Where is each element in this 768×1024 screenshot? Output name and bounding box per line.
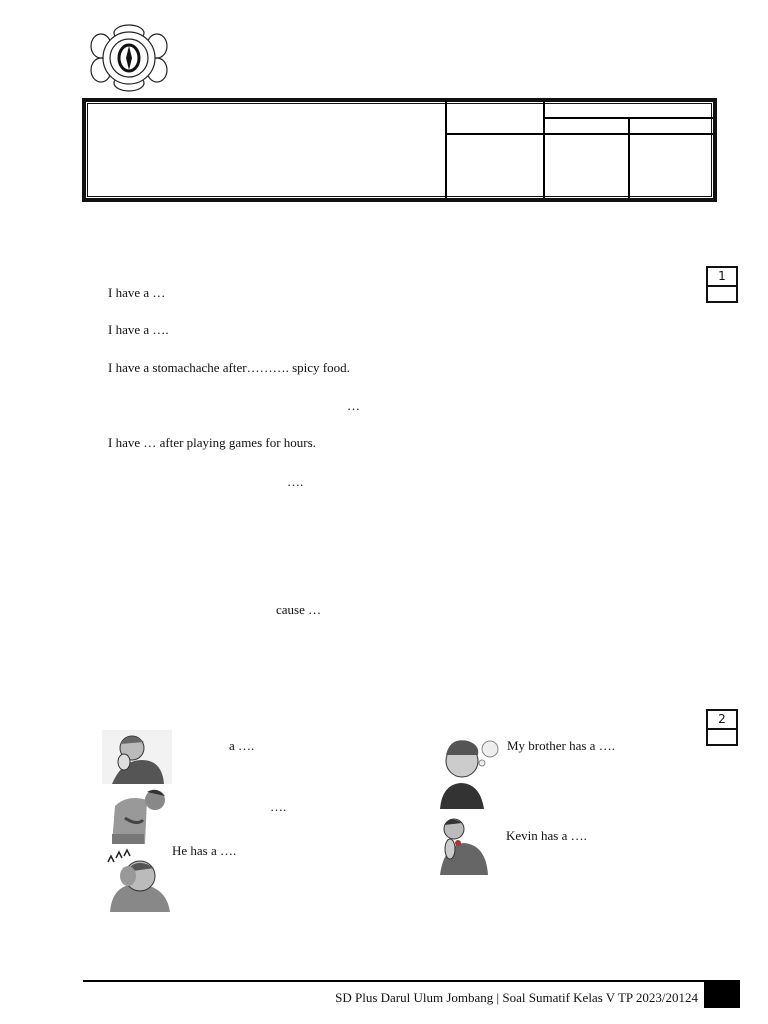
question-number: 2: [708, 711, 736, 730]
question-line: ….: [287, 474, 304, 489]
table-divider: [543, 101, 545, 198]
question-line: cause …: [276, 602, 322, 617]
headache-person-icon: [104, 846, 172, 912]
school-emblem-icon: [89, 24, 169, 92]
question-line: I have a ….: [108, 322, 169, 337]
sore-throat-person-icon: [436, 815, 492, 875]
item-text: a ….: [229, 738, 255, 753]
page-number-block: [704, 981, 740, 1008]
table-divider: [445, 101, 447, 198]
question-line: I have a …: [108, 285, 166, 300]
question-number-box: [706, 709, 738, 746]
item-text: He has a ….: [172, 843, 237, 858]
question-number-box: [706, 266, 738, 303]
stomachache-person-icon: [107, 786, 169, 844]
footer-rule: [83, 980, 740, 982]
footer-text: SD Plus Darul Ulum Jombang | Soal Sumatif Kelas V TP 2023/20124: [335, 990, 698, 1005]
toothache-boy-icon: [438, 735, 508, 809]
item-text: My brother has a ….: [507, 738, 615, 753]
identity-table: [82, 98, 717, 202]
coughing-person-icon: [102, 730, 172, 784]
question-line: I have a stomachache after………. spicy food.: [108, 360, 350, 375]
item-text: Kevin has a ….: [506, 828, 587, 843]
item-text: ….: [270, 799, 287, 814]
question-number: 1: [708, 268, 736, 287]
question-line: I have … after playing games for hours.: [108, 435, 316, 450]
table-divider: [628, 118, 630, 198]
table-divider: [445, 133, 713, 135]
question-line: …: [347, 398, 360, 413]
table-divider: [543, 117, 713, 119]
